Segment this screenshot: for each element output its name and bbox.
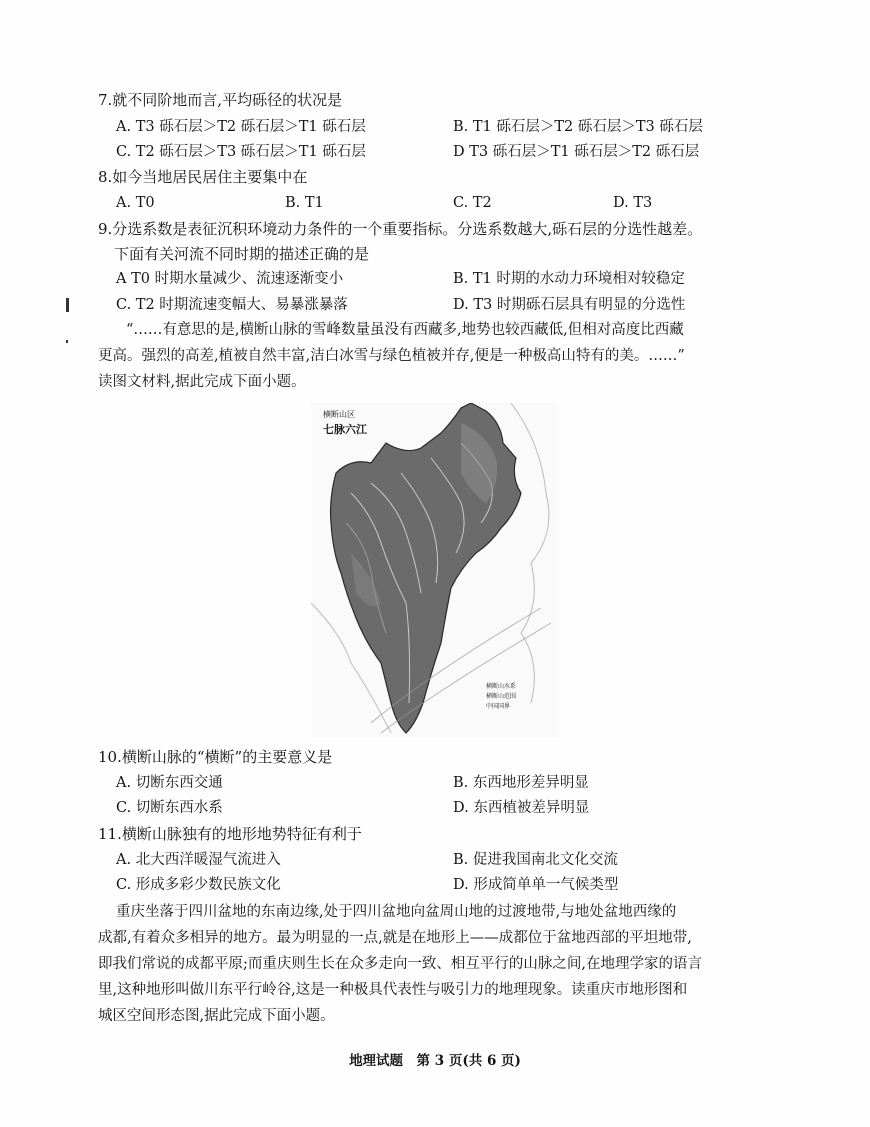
- page-footer: 地理试题 第 3 页(共 6 页): [349, 1053, 521, 1069]
- question-9-stem-line2: 下面有关河流不同时期的描述正确的是: [114, 245, 370, 263]
- question-11-stem: 11.横断山脉独有的地形地势特征有利于: [98, 825, 362, 843]
- map-title-big: 七脉六江: [323, 423, 367, 436]
- question-10-stem: 10.横断山脉的“横断”的主要意义是: [98, 748, 333, 766]
- passage-chongqing-line: 城区空间形态图,据此完成下面小题。: [98, 1008, 335, 1024]
- question-11-option-c: C. 形成多彩少数民族文化: [116, 877, 281, 893]
- map-graphic: [311, 403, 559, 738]
- question-11-option-d: D. 形成简单单一气候类型: [453, 877, 619, 893]
- question-8-option-b: B. T1: [285, 195, 324, 211]
- question-7-option-b: B. T1 砾石层＞T2 砾石层＞T3 砾石层: [453, 119, 703, 135]
- question-10-option-c: C. 切断东西水系: [116, 800, 223, 816]
- map-legend-item: 中国国界: [486, 703, 511, 710]
- question-8-stem: 8.如今当地居民居住主要集中在: [98, 168, 308, 186]
- question-10-option-a: A. 切断东西交通: [116, 775, 223, 791]
- map-title-small: 横断山区: [323, 410, 355, 419]
- question-9-option-a: A T0 时期水量减少、流速逐渐变小: [116, 271, 344, 287]
- question-8-option-a: A. T0: [116, 195, 155, 211]
- question-9-option-c: C. T2 时期流速变幅大、易暴涨暴落: [116, 297, 348, 313]
- question-7-option-d: D T3 砾石层＞T1 砾石层＞T2 砾石层: [453, 144, 700, 160]
- map-legend-item: 横断山水系: [486, 683, 517, 690]
- passage-chongqing-line: 即我们常说的成都平原;而重庆则生长在众多走向一致、相互平行的山脉之间,在地理学家的语言: [98, 956, 702, 972]
- question-8-option-c: C. T2: [453, 195, 492, 211]
- question-7-option-a: A. T3 砾石层＞T2 砾石层＞T1 砾石层: [116, 119, 366, 135]
- hengduan-mountains-map: [311, 403, 559, 738]
- question-10-option-b: B. 东西地形差异明显: [453, 775, 589, 791]
- question-10-option-d: D. 东西植被差异明显: [453, 800, 590, 816]
- passage-chongqing: [98, 899, 786, 1029]
- passage-chongqing-line: 成都,有着众多相异的地方。最为明显的一点,就是在地形上——成都位于盆地西部的平坦地带,: [98, 930, 692, 946]
- passage-hengduan: [98, 317, 786, 395]
- scan-mark: [66, 340, 68, 343]
- scan-mark: [66, 298, 69, 312]
- question-7-option-c: C. T2 砾石层＞T3 砾石层＞T1 砾石层: [116, 144, 366, 160]
- passage-chongqing-line: 里,这种地形叫做川东平行岭谷,这是一种极具代表性与吸引力的地理现象。读重庆市地形图和: [98, 982, 688, 998]
- question-7-stem: 7.就不同阶地而言,平均砾径的状况是: [98, 91, 343, 109]
- passage-hengduan-line: “……有意思的是,横断山脉的雪峰数量虽没有西藏多,地势也较西藏低,但相对高度比西藏: [126, 322, 684, 338]
- map-legend-item: 横断山范围: [486, 693, 517, 700]
- question-11-option-b: B. 促进我国南北文化交流: [453, 852, 618, 868]
- question-9-option-d: D. T3 时期砾石层具有明显的分选性: [453, 297, 686, 313]
- passage-hengduan-line: 读图文材料,据此完成下面小题。: [98, 374, 306, 390]
- question-8-option-d: D. T3: [613, 195, 653, 211]
- passage-chongqing-line: 重庆坐落于四川盆地的东南边缘,处于四川盆地向盆周山地的过渡地带,与地处盆地西缘的: [116, 904, 677, 920]
- passage-hengduan-line: 更高。强烈的高差,植被自然丰富,洁白冰雪与绿色植被并存,便是一种极高山特有的美。……”: [98, 348, 685, 364]
- question-11-option-a: A. 北大西洋暖湿气流进入: [116, 852, 281, 868]
- question-9-option-b: B. T1 时期的水动力环境相对较稳定: [453, 271, 685, 287]
- question-9-stem: 9.分选系数是表征沉积环境动力条件的一个重要指标。分选系数越大,砾石层的分选性越差。: [98, 220, 703, 238]
